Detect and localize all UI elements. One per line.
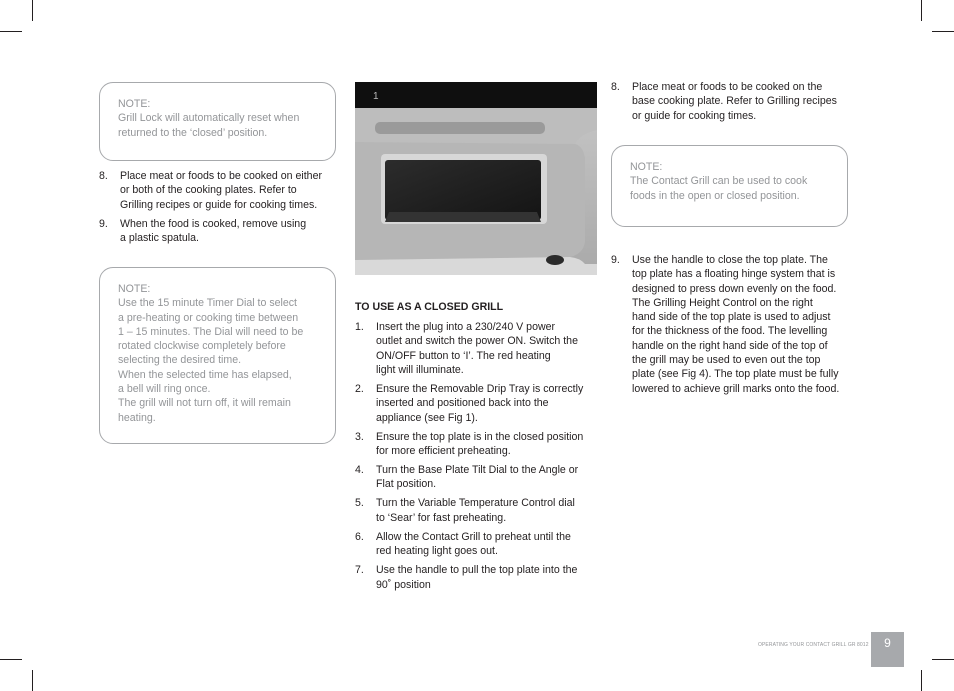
note-line: a bell will ring once. <box>118 383 211 396</box>
right-step-8 <box>611 80 861 128</box>
list-item <box>355 382 605 425</box>
step-number: 8. <box>99 170 108 182</box>
note-line: The Contact Grill can be used to cook <box>630 175 808 188</box>
note-line: 1 – 15 minutes. The Dial will need to be <box>118 325 304 338</box>
step-line: the grill may be used to even out the top <box>632 354 821 367</box>
step-line: Flat position. <box>376 478 437 491</box>
step-number: 4. <box>355 464 364 477</box>
list-item <box>355 530 605 559</box>
drip-tray-photo <box>355 82 597 275</box>
note-line: a pre-heating or cooking time between <box>118 311 299 324</box>
step-line: inserted and positioned back into the <box>376 397 549 410</box>
list-item <box>99 217 339 246</box>
step-number: 7. <box>355 564 364 577</box>
note-line: selecting the desired time. <box>118 354 242 367</box>
note-label: NOTE: <box>118 98 151 110</box>
step-number: 1. <box>355 321 364 333</box>
list-item <box>355 563 605 592</box>
crop-mark <box>0 31 22 32</box>
note-open-closed <box>611 145 848 227</box>
step-line: base cooking plate. Refer to Grilling recipes <box>632 95 837 108</box>
step-line: Place meat or foods to be cooked on either <box>120 170 322 182</box>
list-item <box>611 253 866 396</box>
note-line: returned to the ‘closed’ position. <box>118 126 268 139</box>
step-line: hand side of the top plate is used to adjust <box>632 311 831 324</box>
step-line: Ensure the top plate is in the closed position <box>376 430 584 443</box>
list-item <box>611 80 861 123</box>
step-number: 5. <box>355 497 364 510</box>
step-line: designed to press down evenly on the food. <box>632 282 837 295</box>
middle-steps-list <box>355 320 605 597</box>
step-line: handle on the right hand side of the top of <box>632 339 828 352</box>
list-item <box>355 430 605 459</box>
step-line: Grilling recipes or guide for cooking times. <box>120 198 318 211</box>
crop-mark <box>32 670 33 691</box>
step-number: 9. <box>611 254 620 266</box>
section-heading: TO USE AS A CLOSED GRILL <box>355 301 504 313</box>
note-line: The grill will not turn off, it will remain <box>118 397 291 410</box>
step-line: Turn the Base Plate Tilt Dial to the Angle or <box>376 464 579 477</box>
crop-mark <box>921 0 922 21</box>
step-line: for more efficient preheating. <box>376 444 511 457</box>
crop-mark <box>932 31 954 32</box>
step-line: a plastic spatula. <box>120 231 199 244</box>
figure-number: 1 <box>373 91 379 102</box>
note-line: rotated clockwise completely before <box>118 340 286 353</box>
step-line: light will illuminate. <box>376 363 464 376</box>
step-line: ON/OFF button to ‘I’. The red heating <box>376 349 551 362</box>
left-steps-list <box>99 169 339 250</box>
step-number: 3. <box>355 430 364 443</box>
note-line: foods in the open or closed position. <box>630 189 800 202</box>
step-line: to ‘Sear’ for fast preheating. <box>376 511 507 524</box>
step-line: outlet and switch the power ON. Switch the <box>376 335 578 348</box>
note-line: heating. <box>118 411 156 424</box>
step-line: When the food is cooked, remove using <box>120 217 307 230</box>
step-number: 8. <box>611 81 620 93</box>
list-item <box>355 496 605 525</box>
note-line: Grill Lock will automatically reset when <box>118 112 300 125</box>
note-timer-dial <box>99 267 336 444</box>
crop-mark <box>0 659 22 660</box>
step-number: 9. <box>99 217 108 230</box>
step-line: or guide for cooking times. <box>632 109 757 122</box>
step-line: lowered to achieve grill marks onto the food. <box>632 382 840 395</box>
crop-mark <box>932 659 954 660</box>
step-line: Turn the Variable Temperature Control dial <box>376 497 575 510</box>
step-line: 90˚ position <box>376 578 431 591</box>
step-line: Use the handle to pull the top plate into the <box>376 564 578 577</box>
running-footer: OPERATING YOUR CONTACT GRILL GR 8012 <box>758 642 869 648</box>
list-item <box>355 463 605 492</box>
step-line: for the thickness of the food. The levelling <box>632 325 828 338</box>
step-line: or both of the cooking plates. Refer to <box>120 184 297 197</box>
step-line: Ensure the Removable Drip Tray is correctly <box>376 382 584 395</box>
grill-illustration <box>355 82 597 275</box>
crop-mark <box>32 0 33 21</box>
step-line: Place meat or foods to be cooked on the <box>632 81 823 93</box>
step-line: The Grilling Height Control on the right <box>632 296 813 309</box>
right-step-9 <box>611 253 866 401</box>
step-number: 6. <box>355 530 364 543</box>
page-number: 9 <box>871 632 904 667</box>
note-label: NOTE: <box>118 283 151 295</box>
step-line: plate (see Fig 4). The top plate must be fully <box>632 368 839 381</box>
step-line: Allow the Contact Grill to preheat until the <box>376 530 571 543</box>
list-item <box>99 169 339 212</box>
note-line: Use the 15 minute Timer Dial to select <box>118 297 297 310</box>
step-number: 2. <box>355 382 364 395</box>
step-line: top plate has a floating hinge system that is <box>632 268 836 281</box>
step-line: red heating light goes out. <box>376 545 498 558</box>
step-line: Use the handle to close the top plate. The <box>632 254 828 266</box>
note-label: NOTE: <box>630 161 663 173</box>
step-line: appliance (see Fig 1). <box>376 411 478 424</box>
note-line: When the selected time has elapsed, <box>118 368 292 381</box>
crop-mark <box>921 670 922 691</box>
note-grill-lock <box>99 82 336 161</box>
step-line: Insert the plug into a 230/240 V power <box>376 321 556 333</box>
list-item <box>355 320 605 377</box>
